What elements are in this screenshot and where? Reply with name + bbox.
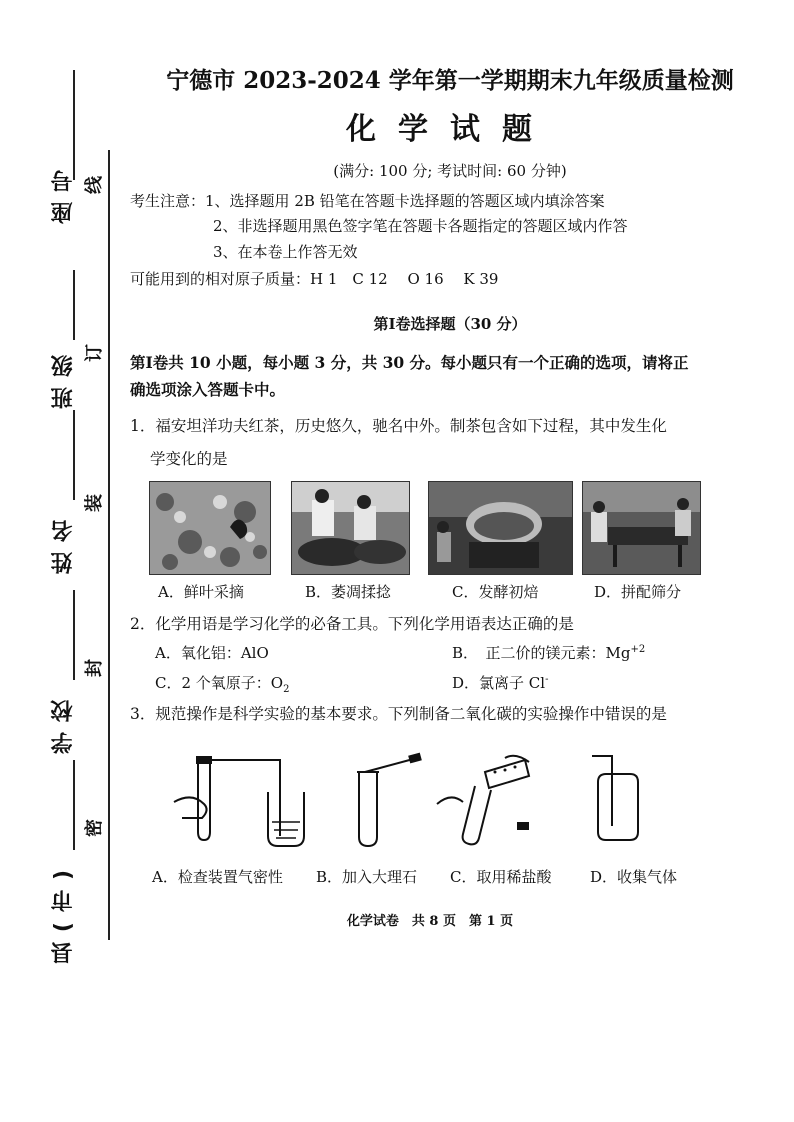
q2-option-a: A．氧化铝：AlO [155, 644, 269, 662]
q3-option-c: C．取用稀盐酸 [450, 868, 552, 886]
seal-char-install: 装 [84, 494, 105, 512]
q2-option-b [452, 642, 645, 663]
score-time-line: (满分: 100 分; 考试时间: 60 分钟) [333, 162, 567, 180]
q1-text-line1: 1．福安坦洋功夫红茶，历史悠久，驰名中外。制茶包含如下过程，其中发生化 [130, 417, 667, 435]
q2-option-b-charge: +2 [630, 644, 646, 655]
q2-option-b-text: B． 正二价的镁元素：Mg [452, 644, 631, 662]
q2-option-c [155, 672, 289, 695]
binding-line [108, 150, 110, 940]
q3-option-b: B．加入大理石 [316, 868, 418, 886]
margin-fill-line [73, 410, 75, 500]
seal-char-secret: 密 [84, 819, 105, 837]
apparatus-pour-acid [435, 752, 535, 852]
q2-option-c-text: C．2 个氧原子：O [155, 674, 284, 692]
exam-subject: 化学试题 [346, 112, 554, 147]
q2-option-d-charge: - [545, 674, 549, 685]
margin-label-class: 班级 [51, 345, 76, 409]
q1-option-b: B．萎凋揉捻 [305, 583, 392, 601]
apparatus-collect-gas [588, 752, 648, 852]
notice-line-1: 考生注意：1、选择题用 2B 铅笔在答题卡选择题的答题区域内填涂答案 [130, 192, 605, 210]
q2-option-d-text: D．氯离子 Cl [452, 674, 546, 692]
margin-label-county: 县(市) [51, 860, 76, 965]
margin-fill-line [73, 760, 75, 850]
q2-text: 2．化学用语是学习化学的必备工具。下列化学用语表达正确的是 [130, 615, 574, 633]
photo-picking [149, 481, 271, 575]
seal-char-line: 线 [84, 176, 105, 194]
section-title: 第Ⅰ卷选择题（30 分） [373, 315, 527, 333]
q3-option-a: A．检查装置气密性 [152, 868, 283, 886]
margin-label-seat: 座号 [51, 160, 76, 224]
q1-option-c: C．发酵初焙 [452, 583, 539, 601]
notice-line-3: 3、在本卷上作答无效 [213, 243, 358, 261]
seal-char-seal: 封 [84, 659, 105, 677]
atomic-masses: 可能用到的相对原子质量：H 1 C 12 O 16 K 39 [130, 270, 499, 288]
margin-fill-line [73, 270, 75, 340]
section-instructions: 第Ⅰ卷共 10 小题，每小题 3 分，共 30 分。每小题只有一个正确的选项，请将正确选项涂入答题卡中。 [130, 353, 689, 399]
photo-rolling [291, 481, 410, 575]
page-footer: 化学试卷 共 8 页 第 1 页 [346, 914, 514, 929]
photo-sieving [582, 481, 701, 575]
notice-line-2: 2、非选择题用黑色签字笔在答题卡各题指定的答题区域内作答 [213, 217, 628, 235]
apparatus-add-marble [355, 752, 425, 852]
photo-fermenting [428, 481, 573, 575]
margin-label-name: 姓名 [51, 510, 76, 574]
exam-title: 宁德市 2023-2024 学年第一学期期末九年级质量检测 [166, 67, 734, 94]
q2-option-c-subscript: 2 [283, 684, 290, 695]
q3-option-d: D．收集气体 [590, 868, 678, 886]
seal-char-bind: 订 [84, 344, 105, 362]
q3-text: 3．规范操作是科学实验的基本要求。下列制备二氧化碳的实验操作中错误的是 [130, 705, 667, 723]
q1-option-d: D．拼配筛分 [594, 583, 682, 601]
q1-text-line2: 学变化的是 [150, 450, 228, 468]
q2-option-d [452, 672, 548, 693]
q1-option-a: A．鲜叶采摘 [158, 583, 244, 601]
apparatus-airtightness-check [172, 752, 312, 852]
margin-label-school: 学校 [51, 690, 76, 754]
margin-fill-line [73, 590, 75, 680]
